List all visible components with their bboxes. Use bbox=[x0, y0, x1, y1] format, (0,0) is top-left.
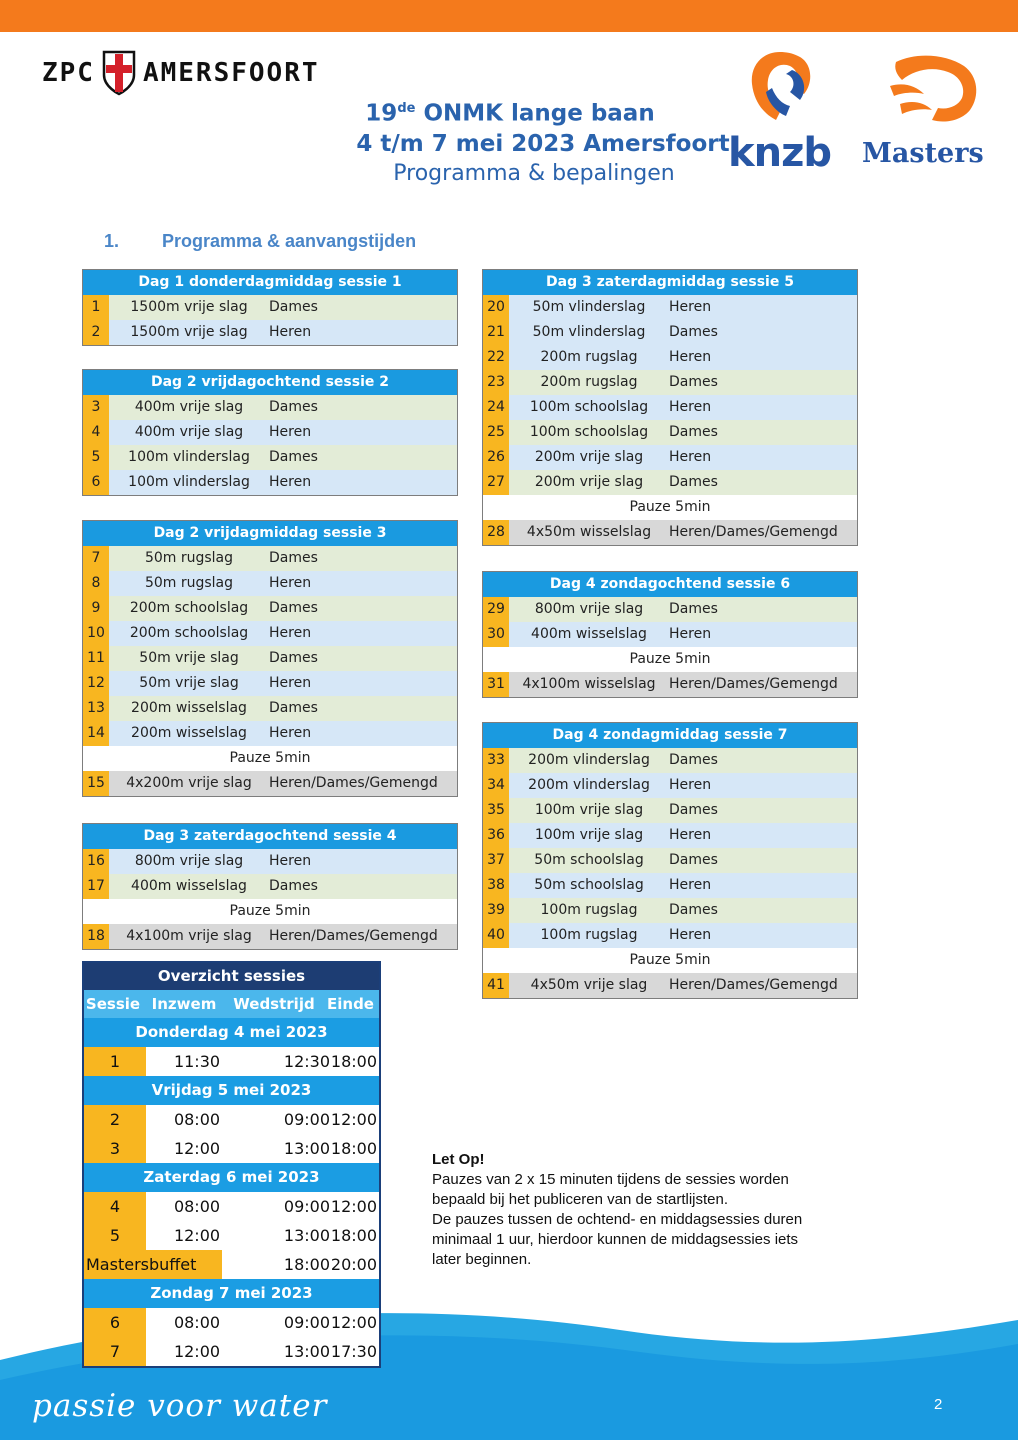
club-name-right: AMERSFOORT bbox=[142, 58, 320, 88]
overview-row: 3 12:00 13:00 18:00 bbox=[84, 1134, 379, 1163]
document-title bbox=[260, 94, 760, 189]
event-row: 30 400m wisselslag Heren bbox=[483, 622, 857, 647]
event-row: 40 100m rugslag Heren bbox=[483, 923, 857, 948]
note-block bbox=[432, 1150, 872, 1270]
overview-buffet-row: Mastersbuffet 18:00 20:00 bbox=[84, 1250, 379, 1279]
session-table-6 bbox=[482, 571, 858, 698]
note-line: Pauzes van 2 x 15 minuten tijdens de sessies worden bbox=[432, 1171, 789, 1188]
event-row: 35 100m vrije slag Dames bbox=[483, 798, 857, 823]
note-line: minimaal 1 uur, hierdoor kunnen de middagsessies iets bbox=[432, 1231, 799, 1248]
session-table-4 bbox=[82, 823, 458, 950]
overview-row: 5 12:00 13:00 18:00 bbox=[84, 1221, 379, 1250]
event-row: 12 50m vrije slag Heren bbox=[83, 671, 457, 696]
event-row: 38 50m schoolslag Heren bbox=[483, 873, 857, 898]
relay-row: 18 4x100m vrije slag Heren/Dames/Gemengd bbox=[83, 924, 457, 949]
masters-wordmark: Masters bbox=[862, 138, 984, 169]
overview-row: 1 11:30 12:30 18:00 bbox=[84, 1047, 379, 1076]
relay-row: 28 4x50m wisselslag Heren/Dames/Gemengd bbox=[483, 520, 857, 545]
section-heading bbox=[104, 231, 416, 252]
section-number: 1. bbox=[104, 231, 120, 251]
event-row: 39 100m rugslag Dames bbox=[483, 898, 857, 923]
overview-title: Overzicht sessies bbox=[84, 963, 379, 990]
title-line-2: 4 t/m 7 mei 2023 Amersfoort bbox=[356, 130, 730, 157]
header-einde: Einde bbox=[327, 995, 374, 1013]
relay-row: 41 4x50m vrije slag Heren/Dames/Gemengd bbox=[483, 973, 857, 998]
overview-row: 4 08:00 09:00 12:00 bbox=[84, 1192, 379, 1221]
overview-header-row bbox=[84, 990, 379, 1018]
knzb-masters-logo bbox=[728, 48, 998, 178]
overview-day-label: Donderdag 4 mei 2023 bbox=[84, 1018, 379, 1047]
event-row: 22 200m rugslag Heren bbox=[483, 345, 857, 370]
event-row: 6 100m vlinderslag Heren bbox=[83, 470, 457, 495]
club-name-left: ZPC bbox=[42, 58, 95, 88]
event-row: 24 100m schoolslag Heren bbox=[483, 395, 857, 420]
session-title: Dag 4 zondagmiddag sessie 7 bbox=[483, 723, 857, 748]
event-row: 16 800m vrije slag Heren bbox=[83, 849, 457, 874]
note-line: bepaald bij het publiceren van de startlijsten. bbox=[432, 1191, 729, 1208]
event-row: 10 200m schoolslag Heren bbox=[83, 621, 457, 646]
page-number: 2 bbox=[934, 1396, 943, 1413]
event-row: 34 200m vlinderslag Heren bbox=[483, 773, 857, 798]
header-inzwem: Inzwem bbox=[151, 995, 217, 1013]
event-row: 11 50m vrije slag Dames bbox=[83, 646, 457, 671]
event-row: 26 200m vrije slag Heren bbox=[483, 445, 857, 470]
overview-row: 6 08:00 09:00 12:00 bbox=[84, 1308, 379, 1337]
event-row: 25 100m schoolslag Dames bbox=[483, 420, 857, 445]
event-row: 1 1500m vrije slag Dames bbox=[83, 295, 457, 320]
event-row: 21 50m vlinderslag Dames bbox=[483, 320, 857, 345]
event-row: 23 200m rugslag Dames bbox=[483, 370, 857, 395]
event-row: 4 400m vrije slag Heren bbox=[83, 420, 457, 445]
overview-day-label: Zondag 7 mei 2023 bbox=[84, 1279, 379, 1308]
session-table-3 bbox=[82, 520, 458, 797]
event-row: 5 100m vlinderslag Dames bbox=[83, 445, 457, 470]
note-title: Let Op! bbox=[432, 1151, 485, 1168]
session-title: Dag 2 vrijdagmiddag sessie 3 bbox=[83, 521, 457, 546]
pause-row: Pauze 5min bbox=[83, 899, 457, 924]
overview-day-label: Zaterdag 6 mei 2023 bbox=[84, 1163, 379, 1192]
session-table-1 bbox=[82, 269, 458, 346]
knzb-wordmark: knzb bbox=[728, 130, 831, 176]
pause-row: Pauze 5min bbox=[83, 746, 457, 771]
section-title: Programma & aanvangstijden bbox=[162, 231, 417, 251]
session-table-5 bbox=[482, 269, 858, 546]
overview-row: 2 08:00 09:00 12:00 bbox=[84, 1105, 379, 1134]
event-row: 14 200m wisselslag Heren bbox=[83, 721, 457, 746]
session-title: Dag 1 donderdagmiddag sessie 1 bbox=[83, 270, 457, 295]
lion-icon bbox=[742, 48, 818, 126]
session-title: Dag 2 vrijdagochtend sessie 2 bbox=[83, 370, 457, 395]
event-row: 9 200m schoolslag Dames bbox=[83, 596, 457, 621]
footer-tagline: passie voor water bbox=[32, 1388, 328, 1424]
zpc-amersfoort-logo bbox=[42, 48, 320, 98]
event-row: 37 50m schoolslag Dames bbox=[483, 848, 857, 873]
event-row: 8 50m rugslag Heren bbox=[83, 571, 457, 596]
note-line: De pauzes tussen de ochtend- en middagsessies duren bbox=[432, 1211, 803, 1228]
lion-masters-icon bbox=[886, 52, 982, 126]
pause-row: Pauze 5min bbox=[483, 647, 857, 672]
event-row: 33 200m vlinderslag Dames bbox=[483, 748, 857, 773]
event-row: 36 100m vrije slag Heren bbox=[483, 823, 857, 848]
event-row: 7 50m rugslag Dames bbox=[83, 546, 457, 571]
top-orange-bar bbox=[0, 0, 1018, 32]
relay-row: 15 4x200m vrije slag Heren/Dames/Gemengd bbox=[83, 771, 457, 796]
header-sessie: Sessie bbox=[85, 995, 141, 1013]
session-table-7 bbox=[482, 722, 858, 999]
note-line: later beginnen. bbox=[432, 1251, 532, 1268]
pause-row: Pauze 5min bbox=[483, 948, 857, 973]
event-row: 3 400m vrije slag Dames bbox=[83, 395, 457, 420]
header-wedstrijd: Wedstrijd bbox=[233, 995, 315, 1013]
relay-row: 31 4x100m wisselslag Heren/Dames/Gemengd bbox=[483, 672, 857, 697]
overview-row: 7 12:00 13:00 17:30 bbox=[84, 1337, 379, 1366]
event-row: 2 1500m vrije slag Heren bbox=[83, 320, 457, 345]
title-line-3: Programma & bepalingen bbox=[393, 160, 675, 186]
session-title: Dag 3 zaterdagmiddag sessie 5 bbox=[483, 270, 857, 295]
session-table-2 bbox=[82, 369, 458, 496]
event-row: 29 800m vrije slag Dames bbox=[483, 597, 857, 622]
session-title: Dag 4 zondagochtend sessie 6 bbox=[483, 572, 857, 597]
event-row: 13 200m wisselslag Dames bbox=[83, 696, 457, 721]
sessions-overview-table bbox=[82, 961, 381, 1368]
session-title: Dag 3 zaterdagochtend sessie 4 bbox=[83, 824, 457, 849]
event-row: 17 400m wisselslag Dames bbox=[83, 874, 457, 899]
event-row: 20 50m vlinderslag Heren bbox=[483, 295, 857, 320]
title-line-1: 19de ONMK lange baan bbox=[365, 100, 655, 127]
event-row: 27 200m vrije slag Dames bbox=[483, 470, 857, 495]
pause-row: Pauze 5min bbox=[483, 495, 857, 520]
shield-icon bbox=[101, 49, 137, 97]
overview-day-label: Vrijdag 5 mei 2023 bbox=[84, 1076, 379, 1105]
